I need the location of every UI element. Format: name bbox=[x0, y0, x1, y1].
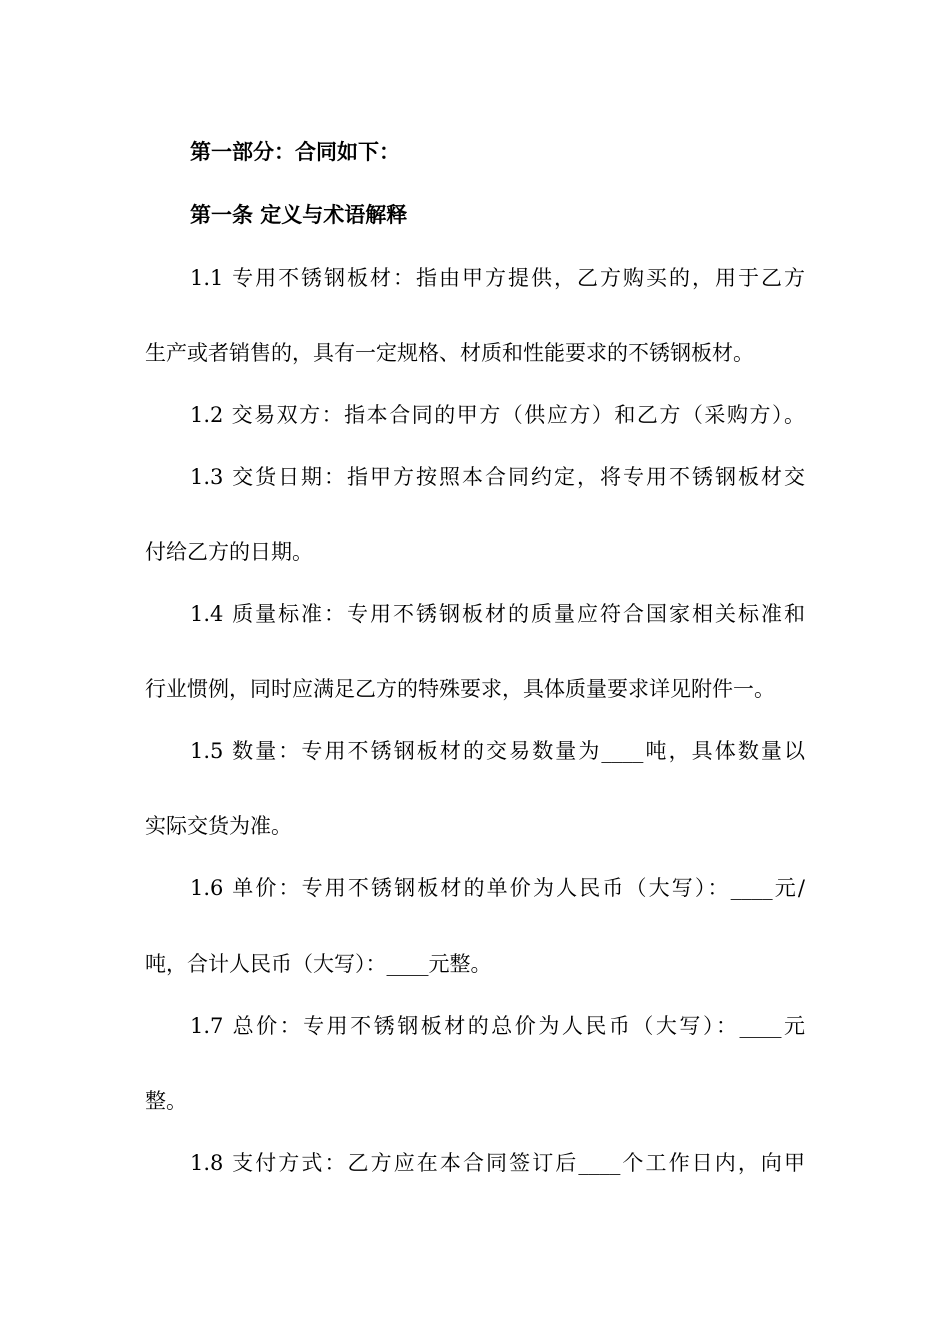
clause-line: 1.6 单价：专用不锈钢板材的单价为人民币（大写）：____元/ bbox=[190, 876, 805, 900]
clause-line: 生产或者销售的，具有一定规格、材质和性能要求的不锈钢板材。 bbox=[145, 341, 754, 365]
clause-line: 1.4 质量标准：专用不锈钢板材的质量应符合国家相关标准和 bbox=[190, 602, 805, 626]
clause-line: 1.3 交货日期：指甲方按照本合同约定，将专用不锈钢板材交 bbox=[190, 465, 805, 489]
clause-line: 1.5 数量：专用不锈钢板材的交易数量为____吨，具体数量以 bbox=[190, 739, 805, 763]
clause-line: 1.1 专用不锈钢板材：指由甲方提供，乙方购买的，用于乙方 bbox=[190, 266, 805, 290]
clause-line: 行业惯例，同时应满足乙方的特殊要求，具体质量要求详见附件一。 bbox=[145, 677, 775, 701]
clause-line: 1.8 支付方式：乙方应在本合同签订后____个工作日内，向甲 bbox=[190, 1151, 805, 1175]
clause-line: 付给乙方的日期。 bbox=[145, 540, 313, 564]
clause-line: 整。 bbox=[145, 1089, 187, 1113]
clause-line: 吨，合计人民币（大写）：____元整。 bbox=[145, 952, 492, 976]
clause-line: 1.7 总价：专用不锈钢板材的总价为人民币（大写）：____元 bbox=[190, 1014, 805, 1038]
clause-line: 实际交货为准。 bbox=[145, 814, 292, 838]
part-heading: 第一部分：合同如下： bbox=[190, 140, 400, 164]
article-heading: 第一条 定义与术语解释 bbox=[190, 203, 408, 227]
clause-line: 1.2 交易双方：指本合同的甲方（供应方）和乙方（采购方）。 bbox=[190, 403, 805, 427]
